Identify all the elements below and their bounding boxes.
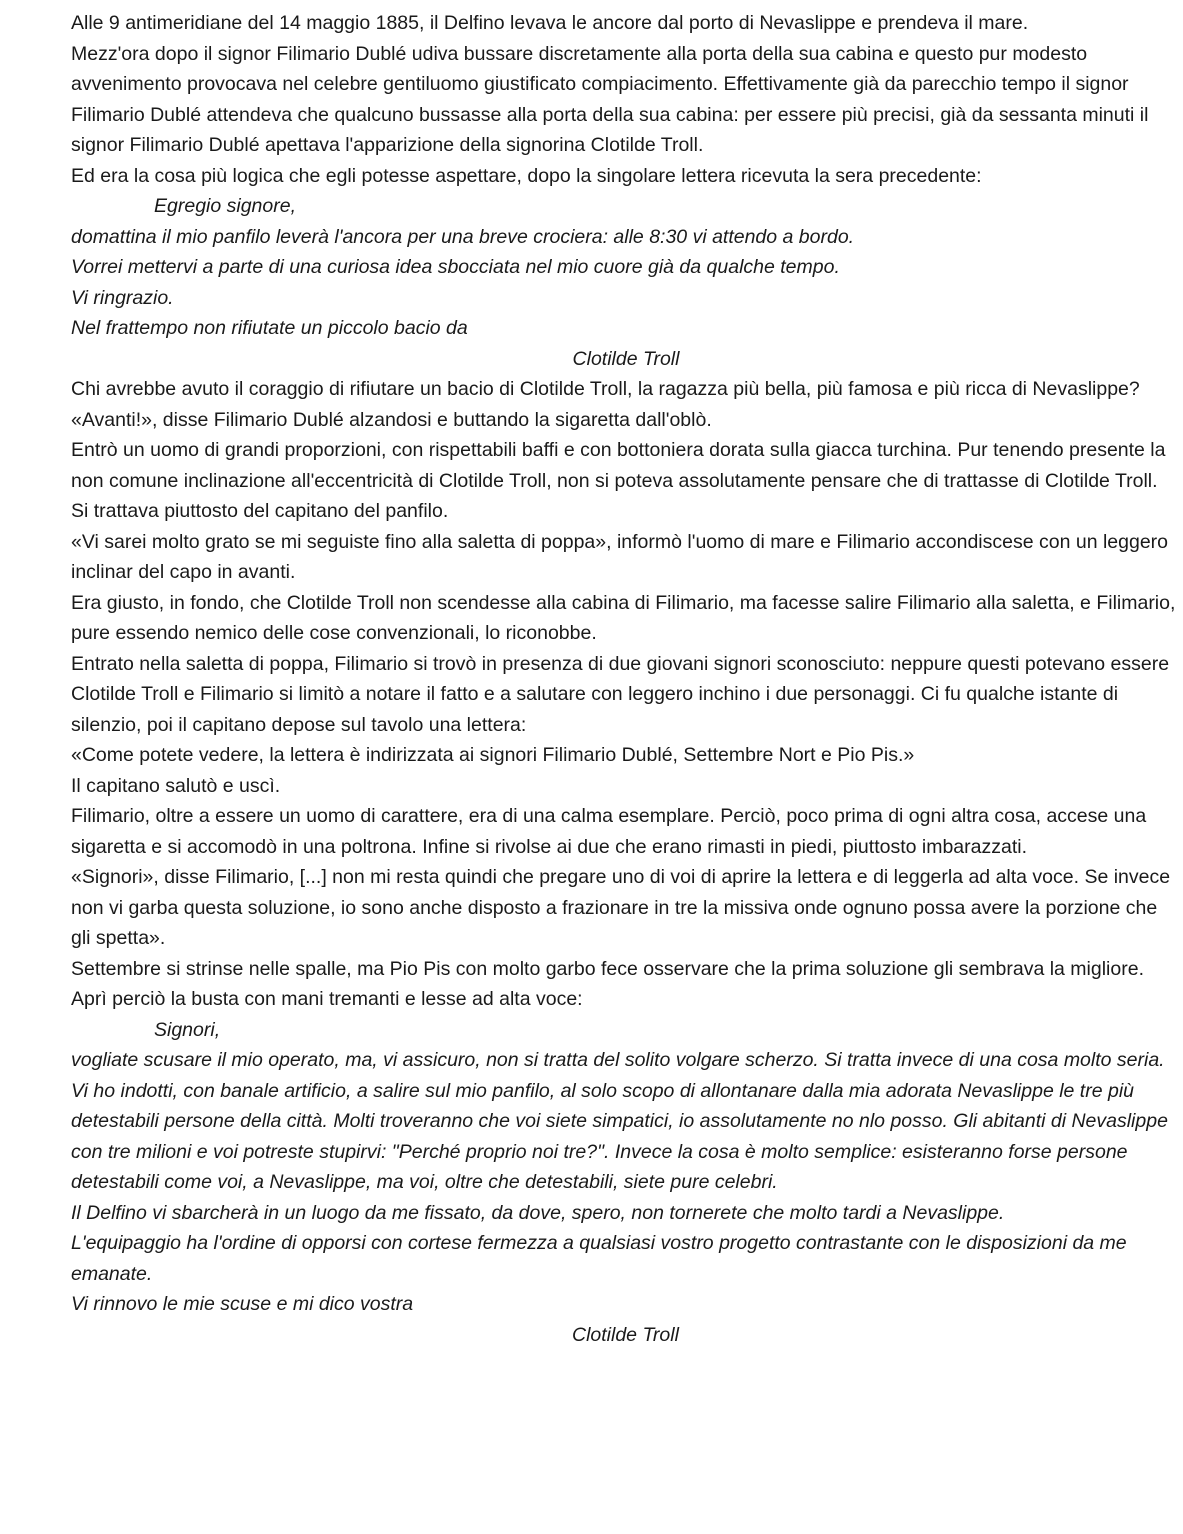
paragraph: Settembre si strinse nelle spalle, ma Pio Pis con molto garbo fece osservare che la prima soluzione gli sembrava la migliore. Aprì perciò la busta con mani tremanti e lesse ad alta voce: (71, 957, 1144, 1010)
letter-line: Il Delfino vi sbarcherà in un luogo da me fissato, da dove, spero, non tornerete che molto tardi a Nevaslippe. (71, 1201, 1005, 1224)
paragraph: Filimario, oltre a essere un uomo di carattere, era di una calma esemplare. Perciò, poco prima di ogni altra cosa, accese una sigaretta e si accomodò in una poltrona. Infine si rivolse ai due che erano rimasti in piedi, piuttosto imbarazzati. (71, 805, 1147, 858)
paragraph: Entrò un uomo di grandi proporzioni, con rispettabili baffi e con bottoniera dorata sulla giacca turchina. Pur tenendo presente la non comune inclinazione all'eccentricità di Clotilde Troll, non si poteva assolutamente pensare che di trattasse di Clotilde Troll. (71, 439, 1166, 492)
paragraph: «Avanti!», disse Filimario Dublé alzandosi e buttando la sigaretta dall'oblò. (71, 408, 712, 431)
letter-line: domattina il mio panfilo leverà l'ancora per una breve crociera: alle 8:30 vi attendo a bordo. (71, 225, 855, 248)
document-body (71, 8, 1181, 1350)
letter-salutation: Egregio signore, (154, 195, 297, 217)
paragraph: Chi avrebbe avuto il coraggio di rifiutare un bacio di Clotilde Troll, la ragazza più bella, più famosa e più ricca di Nevaslippe? (71, 378, 1140, 400)
paragraph: Il capitano salutò e uscì. (71, 774, 281, 797)
letter-line: Vi rinnovo le mie scuse e mi dico vostra (71, 1293, 414, 1315)
letter-line: Vorrei mettervi a parte di una curiosa idea sbocciata nel mio cuore già da qualche tempo. (71, 256, 840, 278)
paragraph: Alle 9 antimeridiane del 14 maggio 1885, il Delfino levava le ancore dal porto di Nevaslippe e prendeva il mare. (71, 12, 1029, 34)
paragraph: Si trattava piuttosto del capitano del panfilo. (71, 500, 449, 522)
paragraph: Entrato nella saletta di poppa, Filimario si trovò in presenza di due giovani signori sconosciuto: neppure questi potevano essere Clotilde Troll e Filimario si limitò a notare il fatto e a salutare con leggero inchino i due personaggi. Ci fu qualche istante di silenzio, poi il capitano depose sul tavolo una lettera: (71, 652, 1170, 736)
letter-signature: Clotilde Troll (572, 1323, 679, 1346)
letter-line: Vi ho indotti, con banale artificio, a salire sul mio panfilo, al solo scopo di allontanare dalla mia adorata Nevaslippe le tre più detestabili persone della città. Molti troveranno che voi siete simpatici, io assolutamente no nlo posso. Gli abitanti di Nevaslippe con tre milioni e voi potreste stupirvi: "Perché proprio noi tre?". Invece la cosa è molto semplice: esisteranno forse persone detestabili come voi, a Nevaslippe, ma voi, oltre che detestabili, siete pure celebri. (71, 1079, 1168, 1193)
letter-salutation: Signori, (154, 1018, 221, 1041)
paragraph: Era giusto, in fondo, che Clotilde Troll non scendesse alla cabina di Filimario, ma facesse salire Filimario alla saletta, e Filimario, pure essendo nemico delle cose convenzionali, lo riconobbe. (71, 591, 1176, 644)
letter-line: L'equipaggio ha l'ordine di opporsi con cortese fermezza a qualsiasi vostro progetto contrastante con le disposizioni da me emanate. (71, 1232, 1127, 1285)
letter-signature: Clotilde Troll (572, 347, 680, 370)
paragraph: «Vi sarei molto grato se mi seguiste fino alla saletta di poppa», informò l'uomo di mare e Filimario accondiscese con un leggero inclinar del capo in avanti. (71, 530, 1169, 583)
paragraph: Mezz'ora dopo il signor Filimario Dublé udiva bussare discretamente alla porta della sua cabina e questo pur modesto avvenimento provocava nel celebre gentiluomo giustificato compiacimento. Effettivamente già da parecchio tempo il signor Filimario Dublé attendeva che qualcuno bussasse alla porta della sua cabina: per essere più precisi, già da sessanta minuti il signor Filimario Dublé apettava l'apparizione della signorina Clotilde Troll. (71, 42, 1149, 156)
letter-line: Nel frattempo non rifiutate un piccolo bacio da (71, 317, 468, 339)
paragraph: Ed era la cosa più logica che egli potesse aspettare, dopo la singolare lettera ricevuta la sera precedente: (71, 164, 982, 187)
letter-line: Vi ringrazio. (71, 286, 174, 309)
letter-line: vogliate scusare il mio operato, ma, vi assicuro, non si tratta del solito volgare scherzo. Si tratta invece di una cosa molto seria. (71, 1049, 1165, 1071)
paragraph: «Signori», disse Filimario, [...] non mi resta quindi che pregare uno di voi di aprire la lettera e di leggerla ad alta voce. Se invece non vi garba questa soluzione, io sono anche disposto a frazionare in tre la missiva onde ognuno possa avere la porzione che gli spetta». (71, 866, 1171, 949)
paragraph: «Come potete vedere, la lettera è indirizzata ai signori Filimario Dublé, Settembre Nort e Pio Pis.» (71, 744, 915, 766)
